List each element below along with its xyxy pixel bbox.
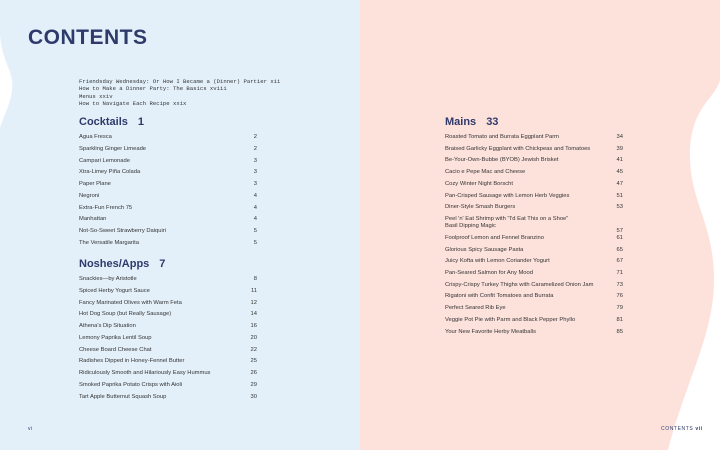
toc-entry[interactable]	[445, 134, 623, 146]
toc-entry[interactable]	[79, 358, 257, 370]
entry-title: Braised Garlicky Eggplant with Chickpeas and Tomatoes	[445, 145, 591, 152]
entry-title: Juicy Kofta with Lemon Coriander Yogurt	[445, 258, 550, 265]
entry-title: Your New Favorite Herby Meatballs	[445, 328, 536, 335]
entry-page: 51	[616, 192, 623, 199]
entry-title: Veggie Pot Pie with Parm and Black Pepper Phyllo	[445, 316, 576, 323]
entry-page: 2	[253, 134, 257, 140]
section-heading[interactable]	[79, 116, 257, 134]
entry-title: Smoked Paprika Potato Crisps with Aioli	[79, 381, 183, 388]
entry-page: 41	[616, 157, 623, 164]
entry-page: 3	[253, 157, 257, 164]
entry-title: Foolproof Lemon and Fennel Branzino	[445, 234, 544, 241]
toc-entry[interactable]	[79, 347, 257, 359]
entry-title: Sparkling Ginger Limeade	[79, 145, 147, 152]
section-noshes-apps	[79, 258, 257, 405]
toc-entry[interactable]	[445, 193, 623, 205]
entry-page: 11	[250, 287, 257, 294]
entry-title: Diner-Style Smash Burgers	[445, 204, 516, 211]
entry-page: 45	[616, 169, 623, 176]
toc-entry[interactable]	[445, 293, 623, 305]
section-title: Mains	[445, 116, 477, 128]
entry-page: 65	[616, 246, 623, 253]
entry-title: Pan-Seared Salmon for Any Mood	[445, 269, 533, 276]
section-mains	[445, 116, 623, 340]
section-page: 1	[137, 116, 145, 128]
toc-entry[interactable]	[79, 193, 257, 205]
toc-entry[interactable]	[79, 335, 257, 347]
intro-item[interactable]: Menus xxiv	[79, 92, 113, 100]
entry-page: 3	[253, 181, 257, 187]
entry-title: Tart Apple Butternut Squash Soup	[79, 393, 167, 400]
entry-page: 3	[253, 169, 257, 176]
entry-page: 5	[253, 228, 257, 234]
entry-title: Lemony Paprika Lentil Soup	[79, 334, 152, 341]
entry-page: 12	[250, 299, 257, 306]
entry-page: 73	[616, 281, 623, 288]
left-page-number: vi	[28, 426, 33, 432]
entry-title: Cozy Winter Night Borscht	[445, 180, 513, 187]
entry-title: Perfect Seared Rib Eye	[445, 305, 506, 312]
toc-entry[interactable]	[445, 181, 623, 193]
entry-title: Hot Dog Soup (but Really Sausage)	[79, 311, 172, 318]
entry-title: Xtra-Limey Piña Colada	[79, 169, 141, 176]
toc-entry[interactable]	[79, 240, 257, 252]
entry-page: 30	[250, 393, 257, 400]
entry-title: Crispy-Crispy Turkey Thighs with Caramelized Onion Jam	[445, 281, 594, 288]
entry-title: Pan-Crisped Sausage with Lemon Herb Veggies	[445, 192, 570, 199]
entry-title: Campari Lemonade	[79, 157, 130, 164]
toc-entry[interactable]	[79, 228, 257, 240]
toc-entry[interactable]	[79, 205, 257, 217]
toc-entry[interactable]	[445, 317, 623, 329]
section-heading[interactable]	[79, 258, 257, 276]
toc-entry[interactable]	[445, 258, 623, 270]
section-cocktails	[79, 116, 257, 252]
entry-title: Glorious Spicy Sausage Pasta	[445, 246, 524, 253]
entry-page: 67	[616, 258, 623, 265]
entry-title: Rigatoni with Confit Tomatoes and Burrata	[445, 293, 554, 300]
toc-entry[interactable]	[445, 305, 623, 317]
cocktails-list	[79, 134, 257, 252]
toc-entry[interactable]	[79, 311, 257, 323]
entry-title: Snackies—by Aristotle	[79, 276, 137, 282]
entry-page: 14	[250, 311, 257, 318]
entry-page: 4	[253, 216, 257, 223]
toc-entry[interactable]	[79, 134, 257, 146]
entry-page: 8	[253, 276, 257, 282]
toc-entry[interactable]	[445, 157, 623, 169]
toc-entry[interactable]	[79, 382, 257, 394]
entry-page: 29	[250, 381, 257, 388]
entry-page: 25	[250, 358, 257, 365]
entry-title: Roasted Tomato and Burrata Eggplant Parm	[445, 134, 559, 140]
toc-entry[interactable]	[79, 158, 257, 170]
entry-page: 39	[616, 145, 623, 152]
right-page-number: vii	[695, 426, 703, 432]
entry-page: 20	[250, 334, 257, 341]
toc-entry[interactable]	[79, 300, 257, 312]
entry-title: Extra-Fun French 75	[79, 204, 133, 211]
toc-entry[interactable]	[79, 323, 257, 335]
section-page: 7	[159, 258, 166, 270]
intro-item[interactable]: Friendsday Wednesday: Or How I Became a (Dinner) Partier xii	[79, 78, 281, 85]
entry-page: 47	[616, 180, 623, 187]
entry-page: 5	[253, 239, 257, 246]
noshes-list	[79, 276, 257, 405]
entry-page: 71	[616, 269, 623, 276]
toc-entry[interactable]	[445, 216, 623, 235]
toc-entry[interactable]	[445, 204, 623, 216]
entry-title: Radishes Dipped in Honey-Fennel Butter	[79, 358, 185, 365]
section-title: Cocktails	[79, 116, 128, 128]
entry-page: 16	[250, 323, 257, 329]
entry-title: Paper Plane	[79, 181, 111, 187]
toc-entry[interactable]	[445, 329, 623, 341]
entry-page: 26	[250, 370, 257, 376]
right-page-footer	[661, 426, 703, 432]
entry-title: Negroni	[79, 192, 100, 199]
running-footer-label: CONTENTS	[661, 426, 694, 432]
entry-page: 4	[253, 204, 257, 211]
entry-page: 81	[616, 316, 623, 323]
toc-entry[interactable]	[79, 276, 257, 288]
entry-page: 61	[616, 234, 623, 241]
section-title: Noshes/Apps	[79, 258, 150, 270]
toc-entry[interactable]	[445, 169, 623, 181]
right-page	[360, 0, 720, 450]
toc-entry[interactable]	[445, 235, 623, 247]
toc-entry[interactable]	[79, 169, 257, 181]
toc-entry[interactable]	[445, 247, 623, 259]
toc-entry[interactable]	[445, 146, 623, 158]
entry-title: The Versatile Margarita	[79, 239, 139, 246]
toc-entry[interactable]	[79, 181, 257, 193]
entry-title: Cheese Board Cheese Chat	[79, 346, 152, 353]
toc-entry[interactable]	[79, 146, 257, 158]
intro-list	[79, 78, 280, 107]
toc-entry[interactable]	[79, 216, 257, 228]
entry-page: 85	[616, 328, 623, 335]
entry-title: Be-Your-Own-Bubbe (BYOB) Jewish Brisket	[445, 157, 559, 164]
entry-page: 2	[253, 145, 257, 152]
entry-page: 34	[616, 134, 623, 140]
entry-title: Not-So-Sweet Strawberry Daiquiri	[79, 228, 166, 234]
intro-item[interactable]: How to Make a Dinner Party: The Basics xviii	[79, 85, 227, 93]
entry-page: 79	[616, 305, 623, 312]
entry-title: Spiced Herby Yogurt Sauce	[79, 287, 150, 294]
entry-page: 53	[616, 204, 623, 211]
toc-entry[interactable]	[79, 394, 257, 406]
entry-title: Fancy Marinated Olives with Warm Feta	[79, 299, 182, 306]
entry-title: Manhattan	[79, 216, 107, 223]
toc-entry[interactable]	[79, 288, 257, 300]
entry-title: Agua Fresca	[79, 134, 112, 140]
mains-list	[445, 134, 623, 340]
toc-entry[interactable]	[445, 282, 623, 294]
section-heading[interactable]	[445, 116, 623, 134]
entry-title: Cacio e Pepe Mac and Cheese	[445, 169, 526, 176]
entry-page: 4	[253, 192, 257, 199]
entry-page: 22	[250, 346, 257, 353]
entry-page: 76	[616, 293, 623, 300]
toc-entry[interactable]	[79, 370, 257, 382]
toc-entry[interactable]	[445, 270, 623, 282]
page-title: CONTENTS	[28, 26, 148, 49]
entry-title: Ridiculously Smooth and Hilariously Easy Hummus	[79, 370, 211, 376]
entry-title: Athena's Dip Situation	[79, 323, 136, 329]
entry-title: Peel 'n' Eat Shrimp with "I'd Eat This on a Shoe" Basil Dipping Magic	[445, 216, 569, 230]
section-page: 33	[486, 116, 499, 128]
intro-item[interactable]: How to Navigate Each Recipe xxix	[79, 99, 187, 107]
entry-page: 57	[616, 227, 623, 234]
